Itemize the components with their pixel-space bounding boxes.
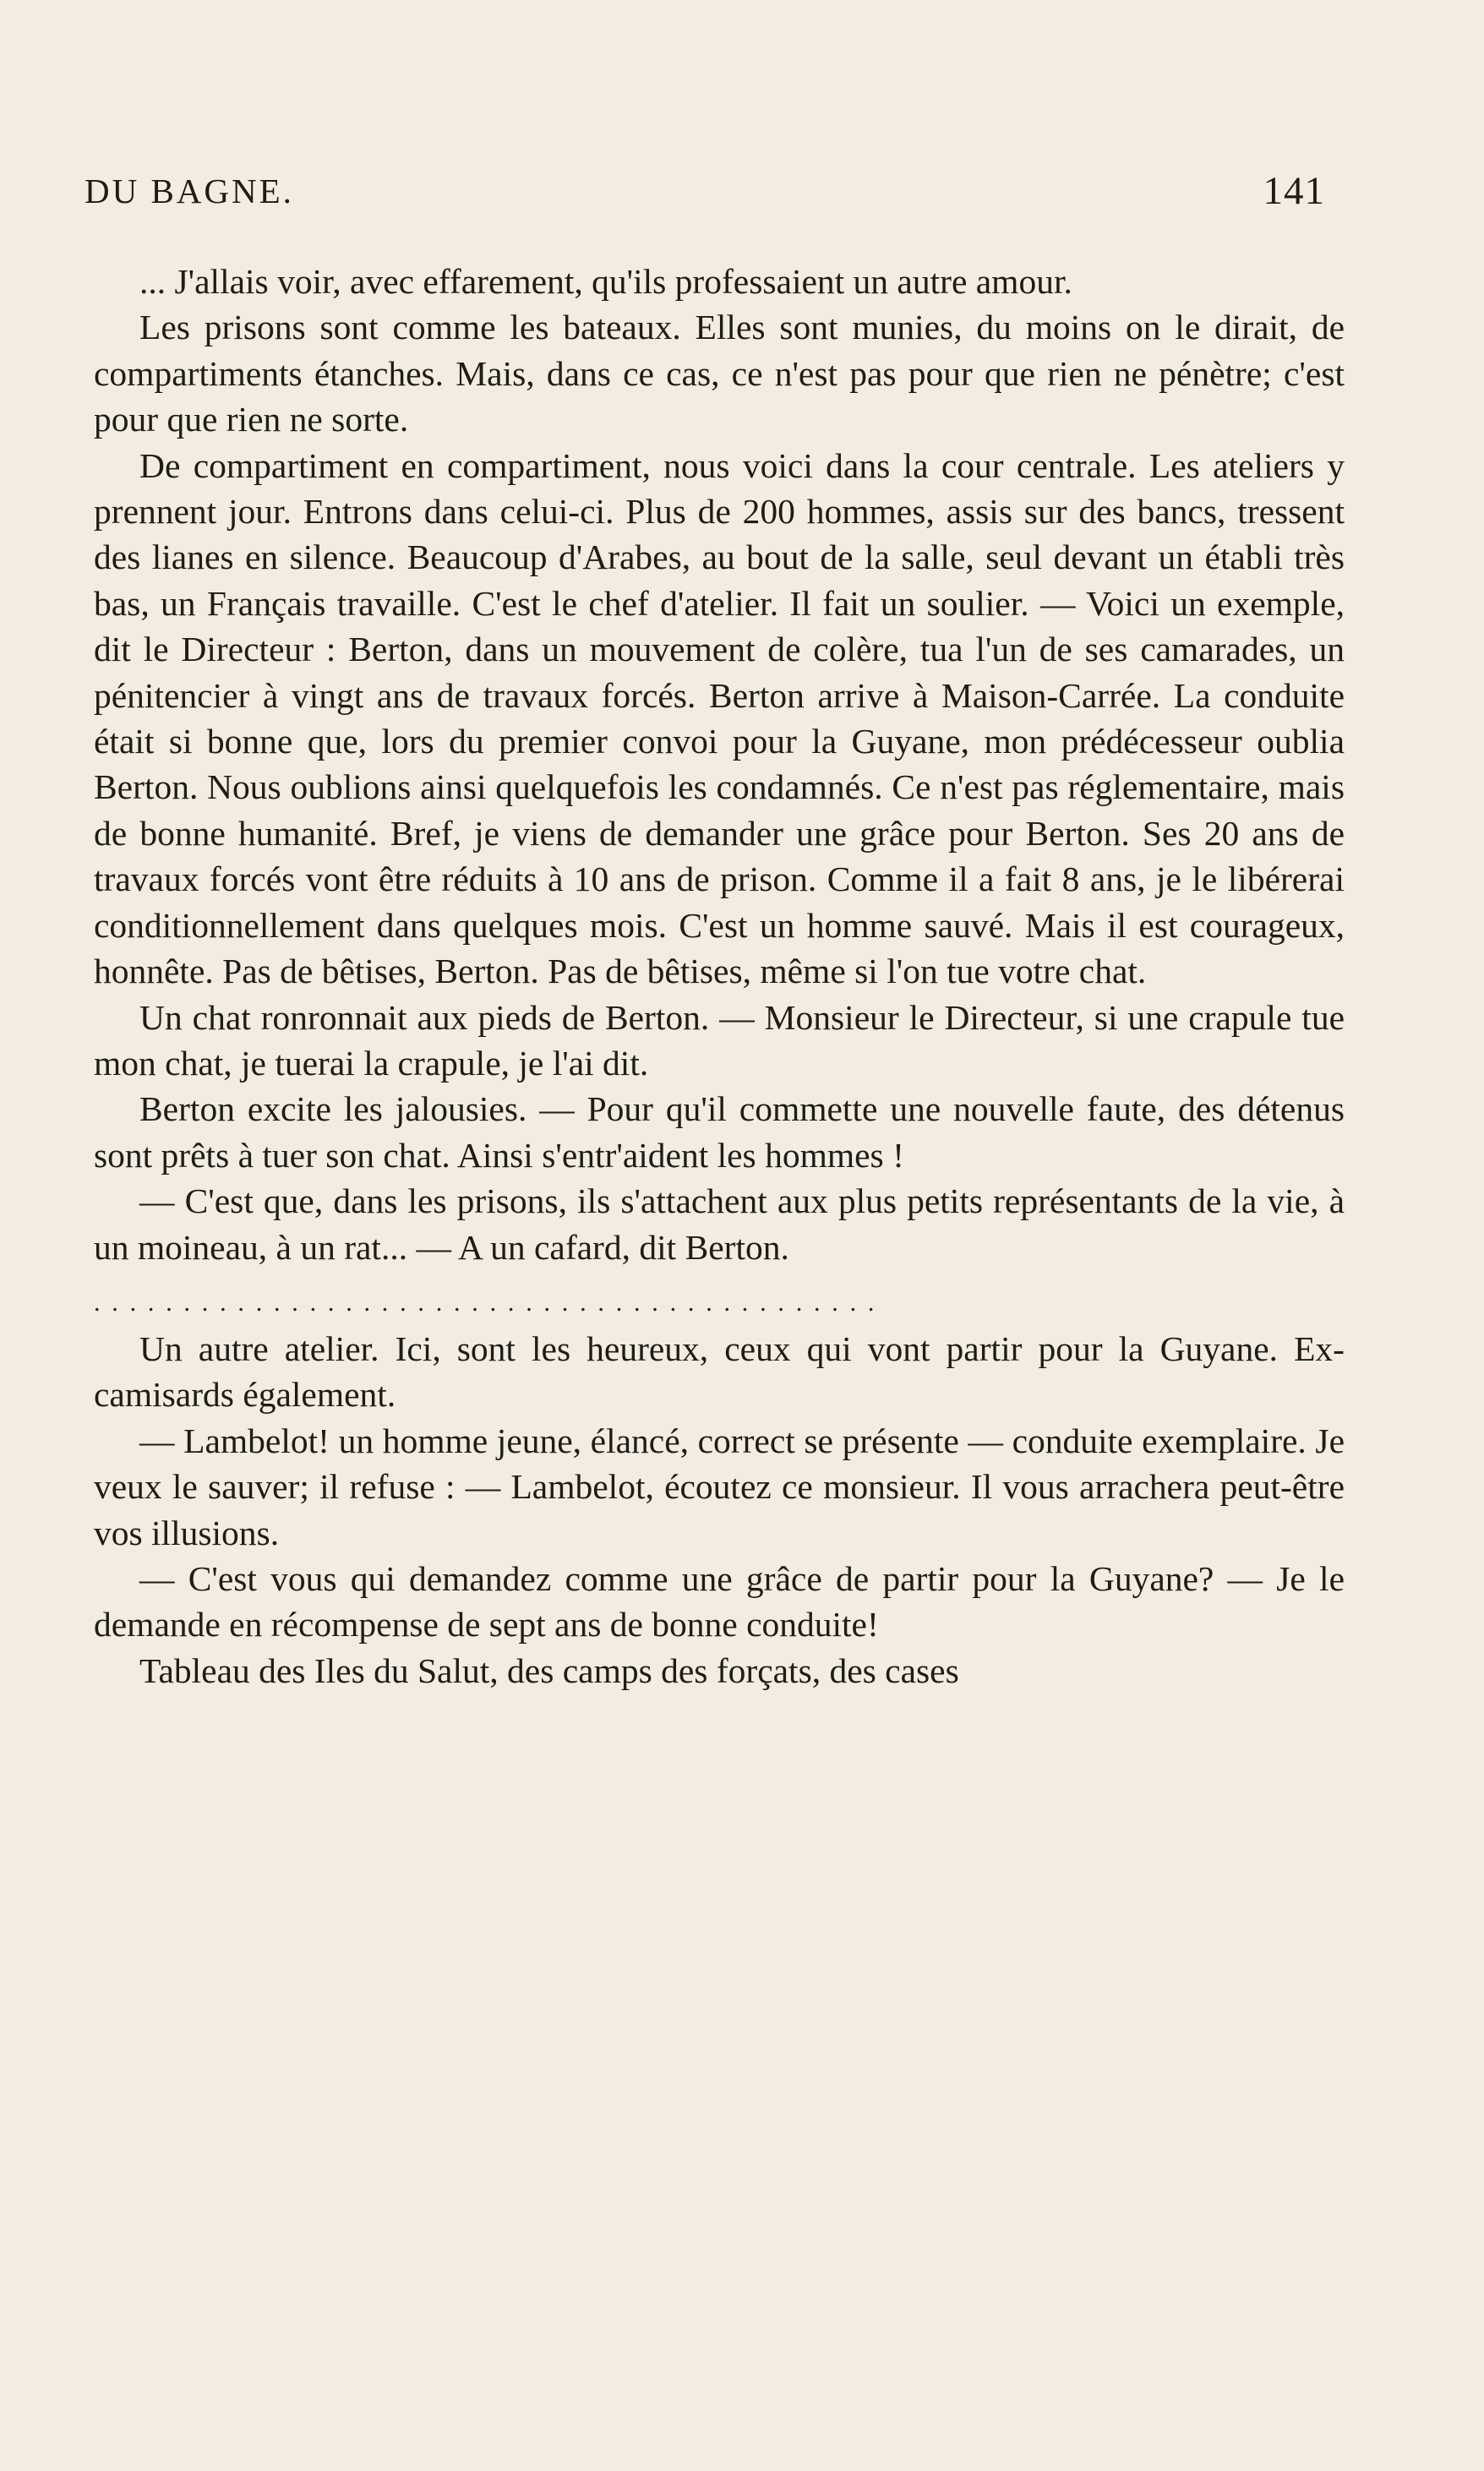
paragraph-4: Un chat ronronnait aux pieds de Berton. — Monsieur le Directeur, si une crapule tue mon chat, je tuerai la crapule, je l'ai dit. — [94, 997, 1345, 1083]
paragraph-6: — C'est que, dans les prisons, ils s'attachent aux plus petits représentants de la vie, à un moineau, à un rat... — A un cafard, dit Berton. — [94, 1181, 1345, 1267]
section-separator: ............................................ — [94, 1288, 887, 1317]
paragraph-2: Les prisons sont comme les bateaux. Elles sont munies, du moins on le dirait, de compartiments étanches. Mais, dans ce cas, ce n'est pas pour que rien ne pénètre; c'est pour que rien ne sorte. — [94, 308, 1345, 439]
paragraph-1: ... J'allais voir, avec effarement, qu'ils professaient un autre amour. — [139, 262, 1072, 301]
page-number: 141 — [1263, 169, 1325, 213]
paragraph-8: — Lambelot! un homme jeune, élancé, correct se présente — conduite exemplaire. Je veux le sauver; il refuse : — Lambelot, écoutez ce monsieur. Il vous arrachera peut-être vos illusions. — [94, 1421, 1345, 1552]
paragraph-3: De compartiment en compartiment, nous voici dans la cour centrale. Les ateliers y prennent jour. Entrons dans celui-ci. Plus de 200 hommes, assis sur des bancs, tressent des lianes en silence. Beaucoup d'Arabes, au bout de la salle, seul devant un établi très bas, un Français travaille. C'est le chef d'atelier. Il fait un soulier. — Voici un exemple, dit le Directeur : Berton, dans un mouvement de colère, tua l'un de ses camarades, un pénitencier à vingt ans de travaux forcés. Berton arrive à Maison-Carrée. La conduite était si bonne que, lors du premier convoi pour la Guyane, mon prédécesseur oublia Berton. Nous oublions ainsi quelquefois les condamnés. Ce n'est pas réglementaire, mais de bonne humanité. Bref, je viens de demander une grâce pour Berton. Ses 20 ans de travaux forcés vont être réduits à 10 ans de prison. Comme il a fait 8 ans, je le libérerai conditionnellement dans quelques mois. C'est un homme sauvé. Mais il est courageux, honnête. Pas de bêtises, Berton. Pas de bêtises, même si l'on tue votre chat. — [94, 445, 1345, 991]
paragraph-5: Berton excite les jalousies. — Pour qu'il commette une nouvelle faute, des détenus sont prêts à tuer son chat. Ainsi s'entr'aident les hommes ! — [94, 1089, 1345, 1175]
running-title: DU BAGNE. — [85, 172, 294, 210]
paragraph-9: — C'est vous qui demandez comme une grâce de partir pour la Guyane? — Je le demande en récompense de sept ans de bonne conduite! — [94, 1558, 1345, 1645]
body-text — [94, 259, 1345, 1694]
paragraph-10: Tableau des Iles du Salut, des camps des forçats, des cases — [139, 1650, 959, 1690]
paragraph-7: Un autre atelier. Ici, sont les heureux, ceux qui vont partir pour la Guyane. Ex-camisards également. — [94, 1328, 1345, 1415]
running-head — [85, 166, 1325, 216]
